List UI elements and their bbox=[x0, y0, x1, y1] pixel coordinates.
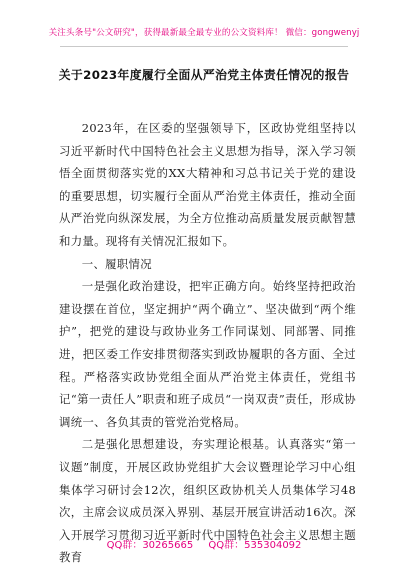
section-heading: 一、履职情况 bbox=[81, 256, 152, 271]
footer-contact bbox=[0, 536, 408, 551]
footer-qq-group-2: QQ群：535304092 bbox=[208, 540, 302, 551]
body-paragraph-political: 一是强化政治建设，把牢正确方向。始终坚持把政治建设摆在首位，坚定拥护“两个确立”、坚决做到“两个维护”，把党的建设与政协业务工作同谋划、同部署、同推进，把区委工作安排贯彻落实到政协履职的各方面、全过程。严格落实政协党组全面从严治党主体责任，党组书记“第一责任人”职责和班子成员“一岗双责”责任，形成协调统一、各负其责的管党治党格局。 bbox=[59, 279, 356, 429]
header-banner: 关注头条号"公文研究"，获得最新最全最专业的公文资料库！ 微信：gongwenyj bbox=[48, 28, 360, 38]
intro-paragraph: 2023年，在区委的坚强领导下，区政协党组坚持以习近平新时代中国特色社会主义思想为指导，深入学习领悟全面贯彻落实党的XX大精神和习总书记关于党的建设的重要思想，切实履行全面从严治党主体责任，推动全面从严治党向纵深发展，为全方位推动高质量发展贡献智慧和力量。现将有关情况汇报如下。 bbox=[59, 121, 356, 248]
body-paragraph-ideological: 二是强化思想建设，夯实理论根基。认真落实“第一议题”制度，开展区政协党组扩大会议暨理论学习中心组集体学习研讨会12次，组织区政协机关人员集体学习48次，主席会议成员深入界别、基层开展宣讲活动16次。深入开展学习贯彻习近平新时代中国特色社会主义思想主题教育 bbox=[59, 437, 356, 565]
document-body bbox=[59, 117, 356, 569]
header-divider bbox=[60, 46, 348, 47]
document-title: 关于2023年度履行全面从严治党主体责任情况的报告 bbox=[58, 68, 350, 82]
footer-qq-group-1: QQ群：30265665 bbox=[106, 540, 194, 551]
